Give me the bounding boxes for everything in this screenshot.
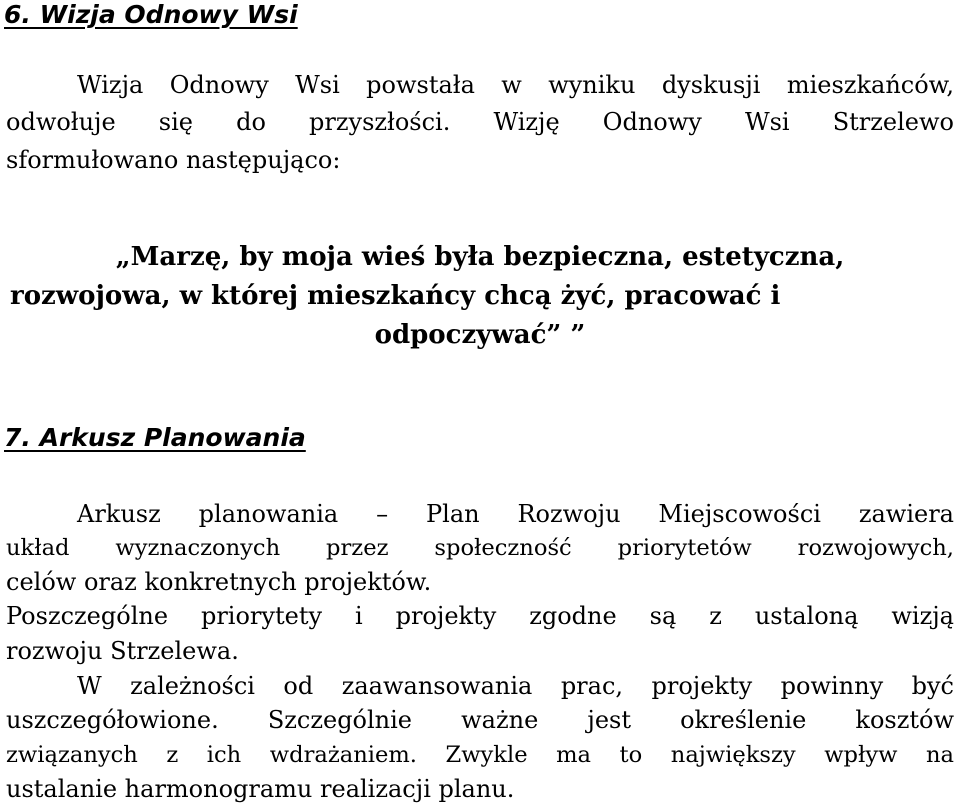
section-6-heading: 6. Wizja Odnowy Wsi [4, 0, 298, 29]
section-7-paragraph-line: W zależności od zaawansowania prac, projekty powinny być [77, 672, 954, 700]
section-7-paragraph-line: ustalanie harmonogramu realizacji planu. [6, 775, 515, 803]
vision-motto-line: odpoczywać” ” [374, 320, 586, 350]
section-7-heading: 7. Arkusz Planowania [4, 423, 306, 452]
section-7-paragraph-line: uszczegółowione. Szczególnie ważne jest określenie kosztów [6, 706, 954, 734]
section-6-paragraph-line: sformułowano następująco: [6, 146, 341, 174]
section-7-paragraph-line: celów oraz konkretnych projektów. [6, 568, 432, 596]
section-7-paragraph-line: Arkusz planowania – Plan Rozwoju Miejscowości zawiera [77, 500, 954, 528]
section-6-paragraph-line: Wizja Odnowy Wsi powstała w wyniku dyskusji mieszkańców, [77, 71, 954, 99]
section-7-paragraph-line: układ wyznaczonych przez społeczność priorytetów rozwojowych, [6, 535, 954, 561]
section-7-paragraph-line: rozwoju Strzelewa. [6, 637, 239, 665]
vision-motto-line: „Marzę, by moja wieś była bezpieczna, estetyczna, [115, 242, 845, 272]
vision-motto-line: rozwojowa, w której mieszkańcy chcą żyć, pracować i [10, 281, 781, 311]
section-7-paragraph-line: związanych z ich wdrażaniem. Zwykle ma to największy wpływ na [6, 742, 954, 768]
section-7-paragraph-line: Poszczególne priorytety i projekty zgodne są z ustaloną wizją [6, 602, 954, 630]
section-6-paragraph-line: odwołuje się do przyszłości. Wizję Odnowy Wsi Strzelewo [6, 108, 954, 136]
